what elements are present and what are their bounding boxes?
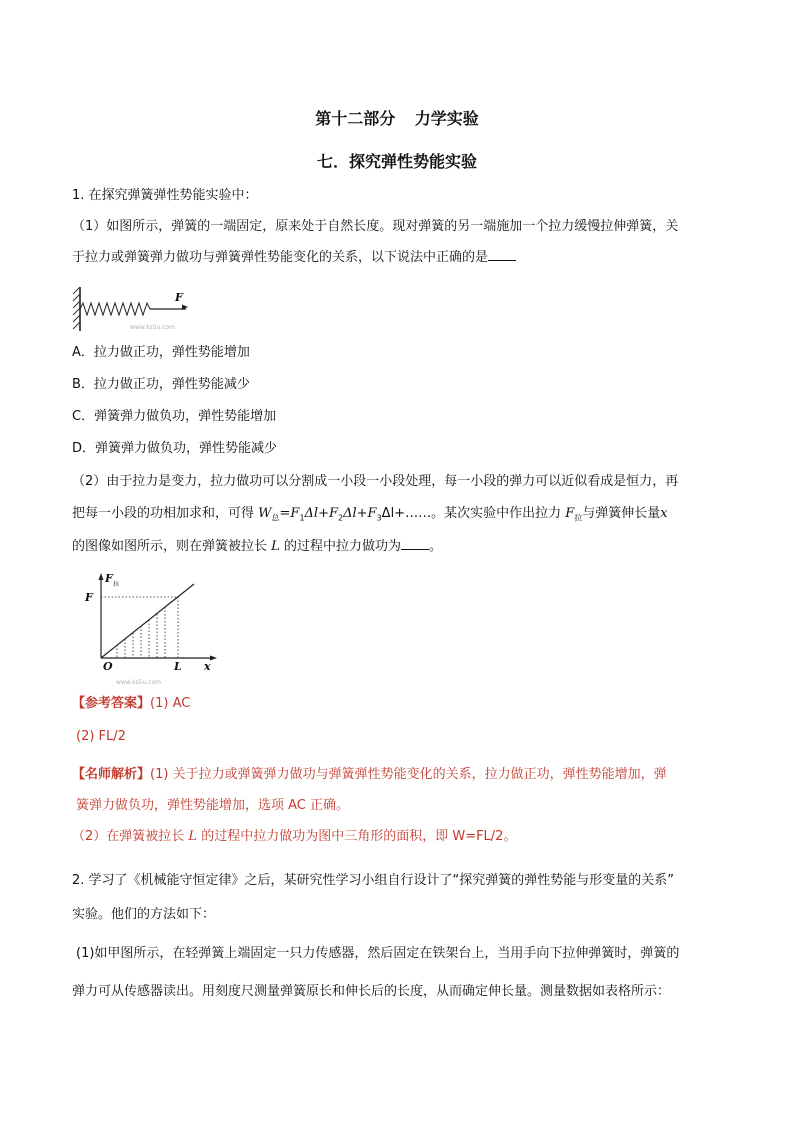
strip-lines [117,597,178,658]
spring-coil [80,303,150,315]
analysis-line1 [72,766,667,784]
force-subscript: 拉 [574,513,583,523]
q2-line4: 弹力可从传感器读出。用刻度尺测量弹簧原长和伸长后的长度，从而确定伸长量。测量数据如表格所示： [72,984,671,999]
spring-figure [70,285,210,335]
part2-line2-tail: 与弹簧伸长量 [582,506,661,521]
part2-line3-end: 。 [428,539,442,554]
force-line [101,584,194,658]
force-extension-graph [80,570,230,690]
figure-watermark: www.ks5u.com [130,324,176,331]
section-title: 第十二部分 力学实验 [315,109,479,128]
length-symbol: L [271,539,280,554]
option-d: D．弹簧弹力做负功，弹性势能减少 [72,441,278,456]
sub-1: 1 [299,513,305,523]
part2-line3-text: 的图像如图所示，则在弹簧被拉长 [72,539,268,554]
sum-term3: Δl+……。某次实验中作出拉力 [381,506,562,521]
q1-part1-line2-text: 于拉力或弹簧弹力做功与弹簧弹性势能变化的关系，以下说法中正确的是 [72,250,489,265]
x-axis-label: x [204,660,211,673]
q1-part2-line2 [72,505,668,528]
q1-stem: 1. 在探究弹簧弹性势能实验中： [72,188,258,203]
y-axis-label-sub: 拉 [113,581,120,588]
q2-line3: (1)如甲图所示，在轻弹簧上端固定一只力传感器，然后固定在铁架台上，当用手向下拉伸弹簧时，弹簧的 [76,946,680,961]
analysis-line2: 簧弹力做负功，弹性势能增加，选项 AC 正确。 [76,798,350,813]
q1-part2-line1: （2）由于拉力是变力，拉力做功可以分割成一小段一小段处理，每一小段的弹力可以近似看成是恒力，再 [72,474,679,489]
y-axis-label: F [105,572,113,585]
subsection-title: 七．探究弹性势能实验 [316,152,477,171]
q2-line1: 2. 学习了《机械能守恒定律》之后，某研究性学习小组自行设计了“探究弹簧的弹性势能与形变量的关系” [72,873,675,888]
answer-1: (1) AC [150,696,191,711]
part2-line3-text-b: 的过程中拉力做功为 [283,539,401,554]
work-answer-blank [401,537,429,550]
force-label: F [175,291,183,304]
q1-part1-line2 [72,248,516,267]
origin-label: O [103,660,113,673]
analysis-label: 【名师解析】 [72,767,151,782]
option-b: B．拉力做正功，弹性势能减少 [72,377,250,392]
q2-line2: 实验。他们的方法如下： [72,907,216,922]
analysis-line3 [72,828,516,846]
answer-line1 [72,695,190,713]
x-axis-arrow-icon [210,656,217,661]
analysis-line3-b: 的过程中拉力做功为图中三角形的面积，即 W=FL/2。 [201,829,517,844]
sum-term2: Δl+F [343,506,377,521]
graph-watermark: www.ks5u.com [116,679,162,686]
part2-line2-text: 把每一小段的功相加求和，可得 [72,506,255,521]
sub-3: 3 [376,513,382,523]
answer-2: (2) FL/2 [76,729,126,744]
answer-label: 【参考答案】 [72,696,151,711]
q1-part1-line1: （1）如图所示，弹簧的一端固定，原来处于自然长度。现对弹簧的另一端施加一个拉力缓慢拉伸弹簧，关 [72,219,679,234]
sub-2: 2 [338,513,344,523]
analysis-line3-a: （2）在弹簧被拉长 [72,829,185,844]
work-symbol: W [258,506,272,521]
option-c: C．弹簧弹力做负功，弹性势能增加 [72,409,277,424]
y-axis-arrow-icon [99,573,104,580]
answer-blank [488,248,516,261]
q1-part2-line3 [72,537,442,556]
y-tick-f: F [85,591,93,604]
wall-icon [73,287,80,331]
analysis-length-symbol: L [188,829,198,844]
analysis-text1: (1) 关于拉力或弹簧弹力做功与弹簧弹性势能变化的关系，拉力做正功，弹性势能增加，弹 [150,767,667,782]
x-tick-l: L [174,660,182,673]
x-symbol: x [660,506,668,521]
force-symbol: F [565,506,575,521]
sum-term1: Δl+F [304,506,339,521]
sum-eq: =F [279,506,300,521]
work-subscript: 总 [271,513,280,523]
option-a: A．拉力做正功，弹性势能增加 [72,345,250,360]
